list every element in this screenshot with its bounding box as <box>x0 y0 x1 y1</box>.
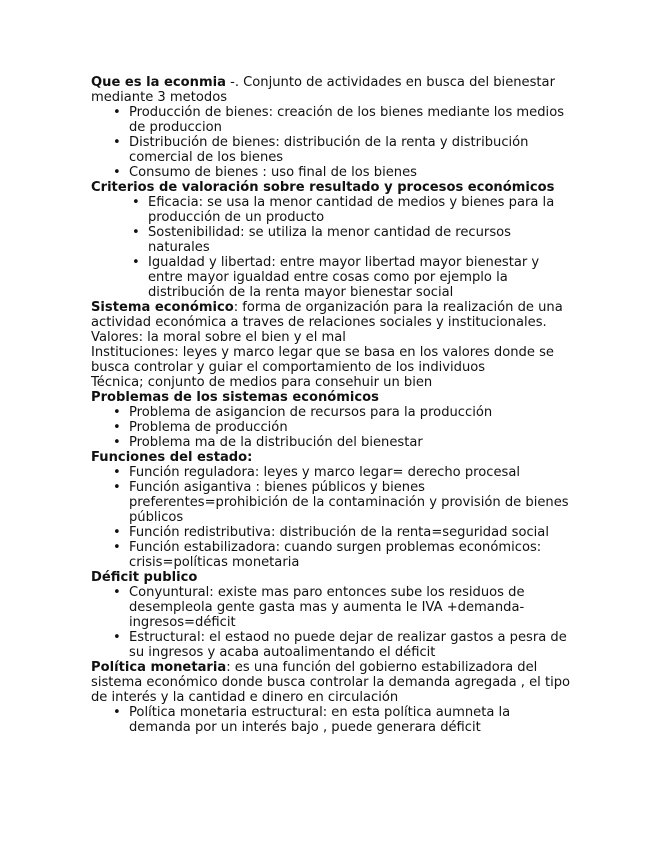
list-item: • Problema ma de la distribución del bienestar <box>91 435 571 450</box>
economia-methods-list <box>91 105 571 180</box>
politica-list <box>91 705 571 735</box>
list-item: • Consumo de bienes : uso final de los bienes <box>91 165 571 180</box>
section-politica-text: : es una función del gobierno estabilizadora del sistema económico donde busca controlar la demanda agregada , el tipo de interés y la cantidad e dinero en circulación <box>91 660 571 705</box>
section-deficit-title: Déficit publico <box>91 570 198 585</box>
list-item: • Función asigantiva : bienes públicos y bienes preferentes=prohibición de la contaminación y provisión de bienes públicos <box>91 480 571 525</box>
list-item: • Estructural: el estaod no puede dejar de realizar gastos a pesra de su ingresos y acaba autoalimentando el déficit <box>91 630 571 660</box>
section-economia-text: -. Conjunto de actividades en busca del bienestar mediante 3 metodos <box>91 75 555 105</box>
list-item: • Problema de producción <box>91 420 571 435</box>
list-item: • Función reguladora: leyes y marco legar= derecho procesal <box>91 465 571 480</box>
deficit-list <box>91 585 571 660</box>
sistema-tecnica: Técnica; conjunto de medios para consehuir un bien <box>91 375 433 390</box>
sistema-instituciones: Instituciones: leyes y marco legar que se basa en los valores donde se busca controlar y guiar el comportamiento de los individuos <box>91 345 554 375</box>
section-sistema-intro <box>91 300 571 330</box>
list-item: • Función estabilizadora: cuando surgen problemas económicos: crisis=políticas monetaria <box>91 540 571 570</box>
section-funciones-title: Funciones del estado: <box>91 450 253 465</box>
criterios-list <box>91 195 571 300</box>
section-economia-intro <box>91 75 571 105</box>
list-item: • Eficacia: se usa la menor cantidad de medios y bienes para la producción de un producto <box>91 195 571 225</box>
document-page <box>91 75 571 735</box>
list-item: • Conyuntural: existe mas paro entonces sube los residuos de desempleola gente gasta mas y aumenta le IVA +demanda-ingresos=déficit <box>91 585 571 630</box>
section-problemas-title: Problemas de los sistemas económicos <box>91 390 379 405</box>
list-item: • Política monetaria estructural: en esta política aumneta la demanda por un interés bajo , puede generara déficit <box>91 705 571 735</box>
list-item: • Problema de asigancion de recursos para la producción <box>91 405 571 420</box>
list-item: • Distribución de bienes: distribución de la renta y distribución comercial de los bienes <box>91 135 571 165</box>
funciones-list <box>91 465 571 570</box>
sistema-valores: Valores: la moral sobre el bien y el mal <box>91 330 346 345</box>
list-item: • Igualdad y libertad: entre mayor libertad mayor bienestar y entre mayor igualdad entre cosas como por ejemplo la distribución de la renta mayor bienestar social <box>91 255 571 300</box>
section-sistema-text: : forma de organización para la realización de una actividad económica a traves de relaciones sociales y institucionales. <box>91 300 563 330</box>
section-politica-title: Política monetaria <box>91 660 227 675</box>
section-economia-title: Que es la econmia <box>91 75 226 90</box>
list-item: • Sostenibilidad: se utiliza la menor cantidad de recursos naturales <box>91 225 571 255</box>
section-criterios-title: Criterios de valoración sobre resultado y procesos económicos <box>91 180 555 195</box>
problemas-list <box>91 405 571 450</box>
section-sistema-title: Sistema económico <box>91 300 234 315</box>
section-politica-intro <box>91 660 571 705</box>
list-item: • Función redistributiva: distribución de la renta=seguridad social <box>91 525 571 540</box>
list-item: • Producción de bienes: creación de los bienes mediante los medios de produccion <box>91 105 571 135</box>
